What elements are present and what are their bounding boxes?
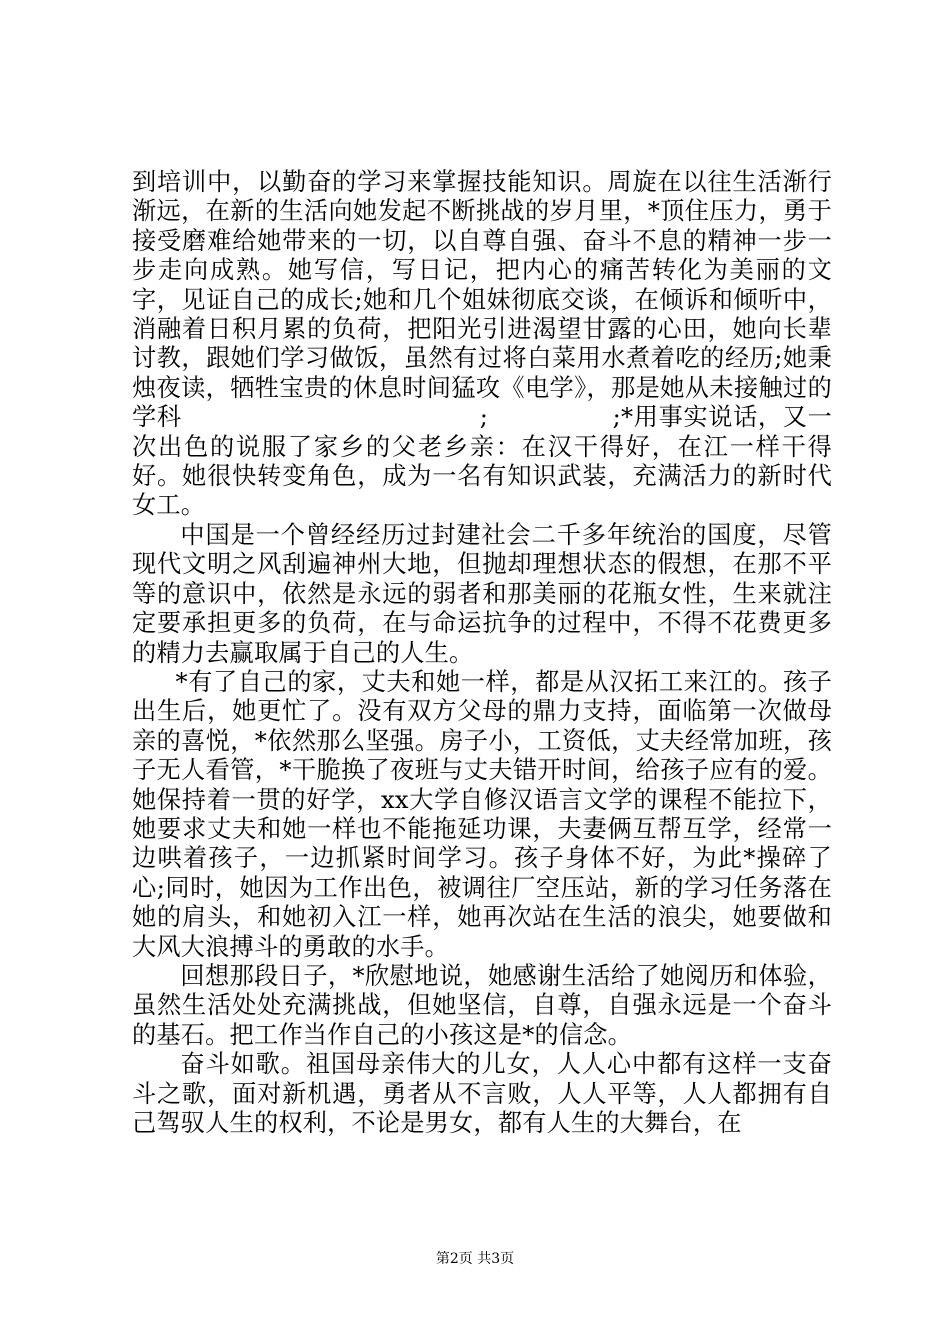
paragraph-2: 中国是一个曾经经历过封建社会二千多年统治的国度，尽管现代文明之风刮遍神州大地，但抛却理想状态的假想，在那不平等的意识中，依然是永远的弱者和那美丽的花瓶女性，生来就注定要承担更多的负荷，在与命运抗争的过程中，不得不花费更多的精力去赢取属于自己的人生。: [132, 520, 832, 667]
document-body: [132, 168, 832, 1138]
paragraph-1: 到培训中，以勤奋的学习来掌握技能知识。周旋在以往生活渐行渐远，在新的生活向她发起不断挑战的岁月里，*顶住压力，勇于接受磨难给她带来的一切，以自尊自强、奋斗不息的精神一步一步走向成熟。她写信，写日记，把内心的痛苦转化为美丽的文字，见证自己的成长;她和几个姐妹彻底交谈，在倾诉和倾听中，消融着日积月累的负荷，把阳光引进渴望甘露的心田，她向长辈讨教，跟她们学习做饭，虽然有过将白菜用水煮着吃的经历;她秉烛夜读，牺牲宝贵的休息时间猛攻《电学》，那是她从未接触过的学科 ; ;*用事实说话，又一次出色的说服了家乡的父老乡亲：在汉干得好，在江一样干得好。她很快转变角色，成为一名有知识武装，充满活力的新时代女工。: [132, 168, 832, 520]
paragraph-3: *有了自己的家，丈夫和她一样，都是从汉拓工来江的。孩子出生后，她更忙了。没有双方父母的鼎力支持，面临第一次做母亲的喜悦，*依然那么坚强。房子小，工资低，丈夫经常加班，孩子无人看管，*干脆换了夜班与丈夫错开时间，给孩子应有的爱。她保持着一贯的好学，xx大学自修汉语言文学的课程不能拉下，她要求丈夫和她一样也不能拖延功课，夫妻俩互帮互学，经常一边哄着孩子，一边抓紧时间学习。孩子身体不好，为此*操碎了心;同时，她因为工作出色，被调往厂空压站，新的学习任务落在她的肩头，和她初入江一样，她再次站在生活的浪尖，她要做和大风大浪搏斗的勇敢的水手。: [132, 667, 832, 961]
paragraph-5: 奋斗如歌。祖国母亲伟大的儿女，人人心中都有这样一支奋斗之歌，面对新机遇，勇者从不言败，人人平等，人人都拥有自己驾驭人生的权利，不论是男女，都有人生的大舞台，在: [132, 1050, 832, 1137]
paragraph-4: 回想那段日子，*欣慰地说，她感谢生活给了她阅历和体验，虽然生活处处充满挑战，但她坚信，自尊，自强永远是一个奋斗的基石。把工作当作自己的小孩这是*的信念。: [132, 961, 832, 1049]
page-footer: 第2页 共3页: [435, 1251, 515, 1267]
